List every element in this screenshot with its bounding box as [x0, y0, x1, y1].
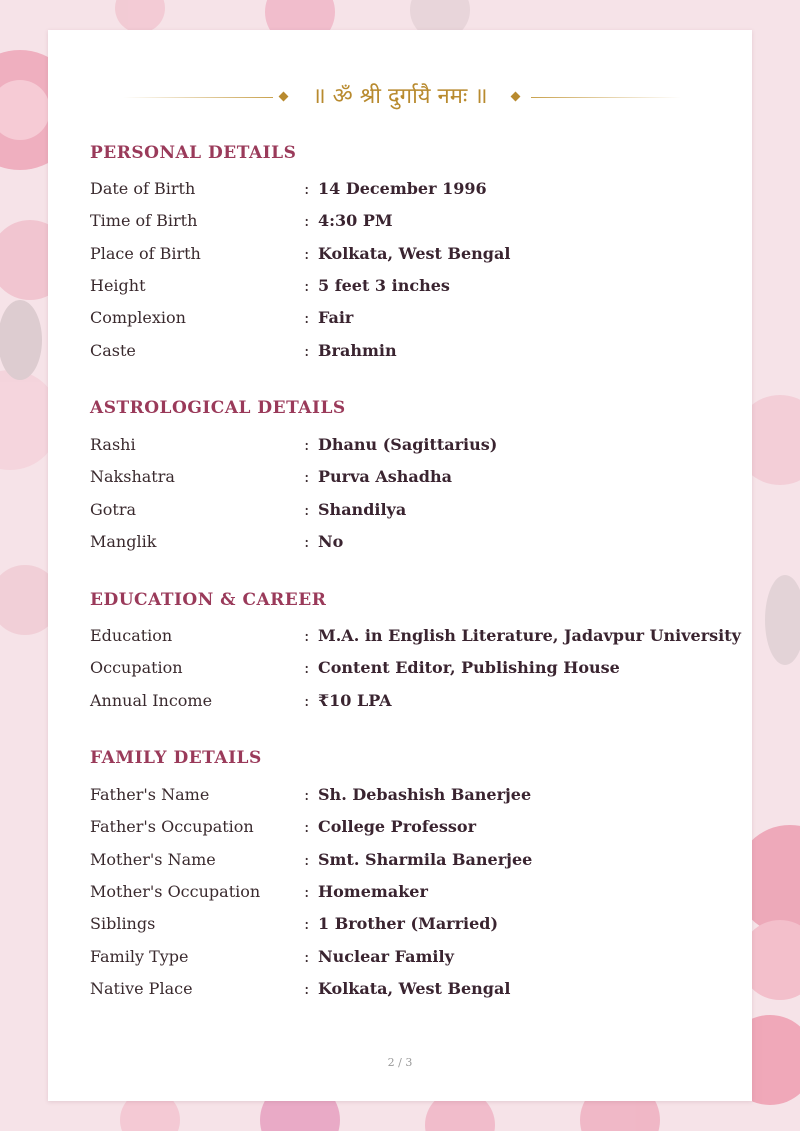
detail-separator: : [304, 435, 310, 454]
detail-row [90, 785, 710, 809]
detail-value: ₹10 LPA [318, 690, 392, 710]
detail-separator: : [304, 211, 310, 231]
detail-label: Manglik [90, 531, 157, 551]
detail-value: Fair [318, 308, 354, 328]
detail-value: Kolkata, West Bengal [318, 243, 511, 263]
detail-row [90, 276, 710, 300]
detail-separator: : [304, 658, 310, 678]
detail-value: Kolkata, West Bengal [318, 978, 511, 998]
detail-separator: : [304, 340, 310, 360]
detail-label: Time of Birth [90, 211, 198, 231]
detail-label: Father's Occupation [90, 817, 254, 837]
detail-value: M.A. in English Literature, Jadavpur University [318, 626, 741, 645]
detail-label: Complexion [90, 308, 186, 328]
detail-value: 1 Brother (Married) [318, 914, 499, 934]
detail-row [90, 626, 741, 650]
detail-separator: : [304, 817, 310, 837]
detail-label: Rashi [90, 435, 136, 454]
detail-row [90, 308, 710, 332]
detail-row [90, 500, 710, 524]
detail-label: Education [90, 626, 173, 645]
detail-label: Mother's Name [90, 849, 216, 869]
detail-label: Nakshatra [90, 467, 175, 487]
detail-value: Purva Ashadha [318, 467, 452, 487]
detail-label: Place of Birth [90, 243, 201, 263]
detail-label: Height [90, 275, 146, 295]
detail-row [90, 435, 710, 459]
detail-label: Family Type [90, 946, 189, 966]
detail-label: Caste [90, 340, 136, 360]
section-title: PERSONAL DETAILS [90, 143, 297, 163]
detail-value: Content Editor, Publishing House [318, 658, 620, 678]
detail-separator: : [304, 179, 310, 198]
detail-value: College Professor [318, 817, 476, 837]
detail-row [90, 850, 710, 874]
detail-separator: : [304, 499, 310, 519]
detail-separator: : [304, 467, 310, 487]
detail-value: Shandilya [318, 499, 407, 519]
detail-row [90, 817, 710, 841]
page-number: 2 / 3 [387, 1056, 413, 1069]
detail-row [90, 914, 710, 938]
detail-row [90, 882, 710, 906]
detail-value: Homemaker [318, 881, 428, 901]
detail-row [90, 691, 710, 715]
detail-separator: : [304, 275, 310, 295]
detail-row [90, 658, 710, 682]
detail-row [90, 979, 710, 1003]
section-title: ASTROLOGICAL DETAILS [90, 398, 346, 418]
detail-row [90, 244, 710, 268]
section-title: FAMILY DETAILS [90, 748, 262, 768]
detail-separator: : [304, 914, 310, 934]
detail-separator: : [304, 531, 310, 551]
detail-separator: : [304, 308, 310, 328]
detail-value: 5 feet 3 inches [318, 275, 450, 295]
detail-value: Dhanu (Sagittarius) [318, 435, 498, 454]
detail-separator: : [304, 946, 310, 966]
detail-separator: : [304, 690, 310, 710]
detail-value: 14 December 1996 [318, 179, 487, 198]
detail-label: Occupation [90, 658, 183, 678]
header-rule-right [531, 97, 681, 98]
detail-row [90, 467, 710, 491]
detail-label: Mother's Occupation [90, 881, 261, 901]
detail-row [90, 341, 710, 365]
detail-row [90, 211, 710, 235]
detail-value: Smt. Sharmila Banerjee [318, 849, 533, 869]
detail-row [90, 532, 710, 556]
detail-row [90, 179, 710, 203]
detail-value: Brahmin [318, 340, 397, 360]
detail-separator: : [304, 243, 310, 263]
detail-value: Sh. Debashish Banerjee [318, 785, 532, 804]
biodata-page [48, 30, 752, 1101]
detail-separator: : [304, 881, 310, 901]
detail-value: Nuclear Family [318, 946, 454, 966]
detail-separator: : [304, 626, 310, 645]
detail-label: Native Place [90, 978, 193, 998]
detail-label: Gotra [90, 499, 137, 519]
header-ornament [48, 82, 752, 112]
invocation-text: ॥ ॐ श्री दुर्गायै नमः ॥ [312, 84, 488, 109]
detail-row [90, 947, 710, 971]
detail-value: No [318, 531, 344, 551]
section-title: EDUCATION & CAREER [90, 590, 327, 610]
detail-label: Date of Birth [90, 179, 196, 198]
detail-label: Annual Income [90, 690, 213, 710]
detail-value: 4:30 PM [318, 211, 393, 231]
detail-label: Father's Name [90, 785, 210, 804]
detail-separator: : [304, 785, 310, 804]
detail-separator: : [304, 849, 310, 869]
detail-separator: : [304, 978, 310, 998]
detail-label: Siblings [90, 914, 156, 934]
